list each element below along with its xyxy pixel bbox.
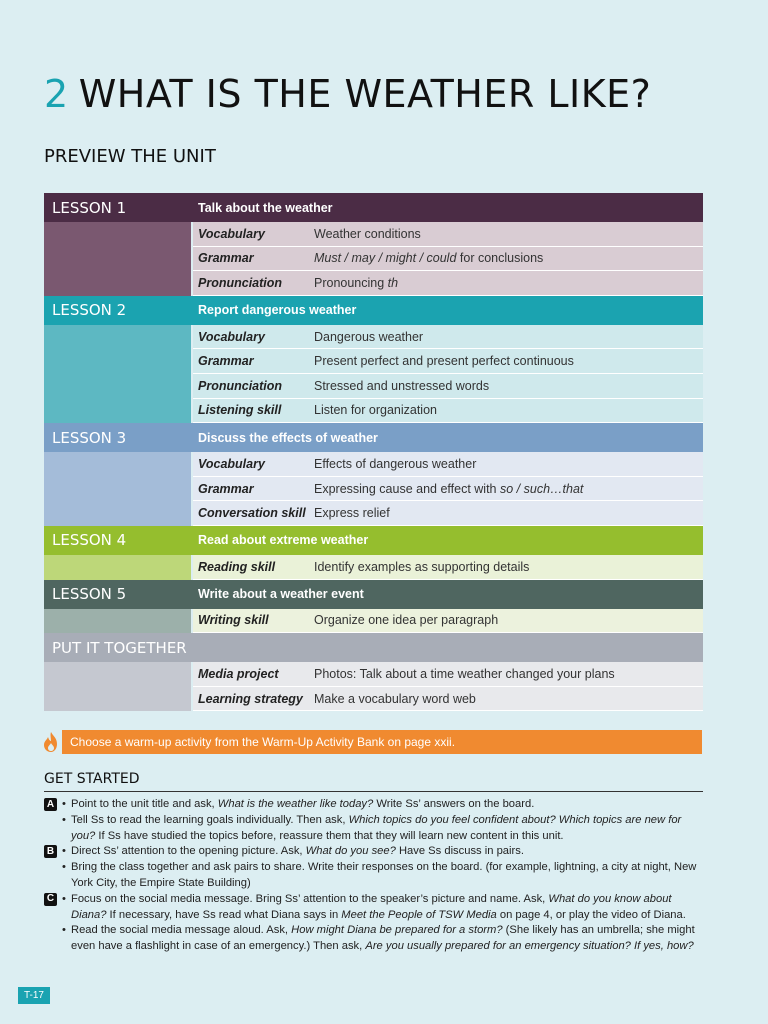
unit-title-text: WHAT IS THE WEATHER LIKE? bbox=[78, 72, 652, 116]
skill-detail: Stressed and unstressed words bbox=[314, 378, 490, 393]
skill-label: Media project bbox=[198, 666, 279, 681]
lesson-header bbox=[44, 423, 703, 452]
step-bullet: • Point to the unit title and ask, What is the weather like today? Write Ss’ answers on the board. bbox=[60, 797, 708, 813]
lesson-name: LESSON 2 bbox=[52, 301, 127, 320]
lesson-header bbox=[44, 193, 703, 222]
step-bullet: • Tell Ss to read the learning goals individually. Then ask, Which topics do you feel confident about? Which topics are new for you? If Ss have studied the topics before, reassure them that they will learn new content in this unit. bbox=[60, 813, 708, 845]
skill-label: Reading skill bbox=[198, 559, 276, 574]
warmup-banner: Choose a warm-up activity from the Warm-Up Activity Bank on page xxii. bbox=[62, 730, 702, 754]
flame-icon bbox=[42, 731, 60, 753]
step-badge: A bbox=[44, 798, 57, 811]
skill-detail: Present perfect and present perfect continuous bbox=[314, 354, 574, 369]
lesson-row bbox=[193, 271, 703, 296]
step-bullet: • Read the social media message aloud. Ask, How might Diana be prepared for a storm? (She likely has an umbrella; she might even have a flashlight in case of an emergency.) Then ask, Are you usually prepared for an emergency situation? If yes, how? bbox=[60, 923, 708, 955]
skill-label: Grammar bbox=[198, 354, 254, 369]
step-block bbox=[44, 844, 708, 891]
skill-label: Pronunciation bbox=[198, 275, 283, 290]
lesson-row bbox=[193, 501, 703, 526]
skill-label: Vocabulary bbox=[198, 329, 265, 344]
lesson-block bbox=[44, 423, 703, 526]
skill-detail: Express relief bbox=[314, 506, 390, 521]
lesson-color-strip bbox=[44, 609, 191, 634]
lesson-block bbox=[44, 193, 703, 296]
lesson-row bbox=[193, 452, 703, 477]
lesson-name: LESSON 5 bbox=[52, 585, 127, 604]
lesson-name: LESSON 4 bbox=[52, 531, 127, 550]
skill-detail: Identify examples as supporting details bbox=[314, 559, 530, 574]
lesson-row bbox=[193, 325, 703, 350]
skill-label: Writing skill bbox=[198, 613, 269, 628]
lesson-header bbox=[44, 526, 703, 555]
get-started-steps bbox=[44, 797, 708, 955]
lesson-row bbox=[193, 662, 703, 687]
lesson-topic: Report dangerous weather bbox=[198, 303, 357, 318]
lesson-row bbox=[193, 555, 703, 580]
skill-detail: Pronouncing th bbox=[314, 275, 399, 290]
lesson-row bbox=[193, 374, 703, 399]
step-badge: C bbox=[44, 893, 57, 906]
skill-detail: Dangerous weather bbox=[314, 329, 424, 344]
step-bullet: • Bring the class together and ask pairs to share. Write their responses on the board. (for example, lightning, a city at night, New York City, the Empire State Building) bbox=[60, 860, 708, 892]
skill-detail: Make a vocabulary word web bbox=[314, 691, 476, 706]
step-bullet: • Direct Ss’ attention to the opening picture. Ask, What do you see? Have Ss discuss in pairs. bbox=[60, 844, 708, 860]
lesson-row bbox=[193, 399, 703, 424]
lesson-header bbox=[44, 296, 703, 325]
skill-detail: Listen for organization bbox=[314, 403, 437, 418]
lesson-color-strip bbox=[44, 222, 191, 296]
lesson-block bbox=[44, 580, 703, 634]
lesson-color-strip bbox=[44, 662, 191, 711]
skill-detail: Weather conditions bbox=[314, 226, 421, 241]
skill-label: Conversation skill bbox=[198, 506, 306, 521]
lesson-row bbox=[193, 349, 703, 374]
step-bullet: • Focus on the social media message. Bring Ss’ attention to the speaker’s picture and name. Ask, What do you know about Diana? If necessary, have Ss read what Diana says in Meet the People of TSW Media on page 4, or play the video of Diana. bbox=[60, 892, 708, 924]
lesson-row bbox=[193, 687, 703, 712]
skill-detail: Must / may / might / could for conclusions bbox=[314, 251, 544, 266]
lesson-name: LESSON 1 bbox=[52, 198, 127, 217]
skill-detail: Expressing cause and effect with so / such…that bbox=[314, 481, 584, 496]
lesson-color-strip bbox=[44, 555, 191, 580]
get-started-heading: GET STARTED bbox=[44, 771, 703, 792]
lesson-name: PUT IT TOGETHER bbox=[52, 638, 187, 657]
lesson-name: LESSON 3 bbox=[52, 428, 127, 447]
unit-title bbox=[44, 72, 651, 116]
lesson-row bbox=[193, 477, 703, 502]
skill-detail: Photos: Talk about a time weather changed your plans bbox=[314, 666, 615, 681]
lesson-block bbox=[44, 633, 703, 711]
skill-detail: Organize one idea per paragraph bbox=[314, 613, 499, 628]
lesson-topic: Talk about the weather bbox=[198, 200, 333, 215]
lesson-row bbox=[193, 247, 703, 272]
skill-label: Pronunciation bbox=[198, 378, 283, 393]
lesson-topic: Read about extreme weather bbox=[198, 533, 369, 548]
skill-label: Grammar bbox=[198, 481, 254, 496]
lesson-block bbox=[44, 526, 703, 580]
lesson-header bbox=[44, 633, 703, 662]
step-block bbox=[44, 892, 708, 955]
lesson-row bbox=[193, 222, 703, 247]
lesson-block bbox=[44, 296, 703, 423]
section-title: PREVIEW THE UNIT bbox=[44, 146, 216, 167]
lesson-table bbox=[44, 193, 703, 711]
skill-label: Vocabulary bbox=[198, 456, 265, 471]
skill-label: Listening skill bbox=[198, 403, 282, 418]
lesson-topic: Write about a weather event bbox=[198, 587, 364, 602]
lesson-row bbox=[193, 609, 703, 634]
skill-detail: Effects of dangerous weather bbox=[314, 456, 477, 471]
skill-label: Vocabulary bbox=[198, 226, 265, 241]
lesson-color-strip bbox=[44, 325, 191, 423]
page-number: T-17 bbox=[18, 987, 50, 1004]
step-block bbox=[44, 797, 708, 844]
unit-number: 2 bbox=[44, 72, 69, 116]
step-badge: B bbox=[44, 845, 57, 858]
lesson-topic: Discuss the effects of weather bbox=[198, 430, 378, 445]
lesson-header bbox=[44, 580, 703, 609]
skill-label: Grammar bbox=[198, 251, 254, 266]
skill-label: Learning strategy bbox=[198, 691, 303, 706]
lesson-color-strip bbox=[44, 452, 191, 526]
